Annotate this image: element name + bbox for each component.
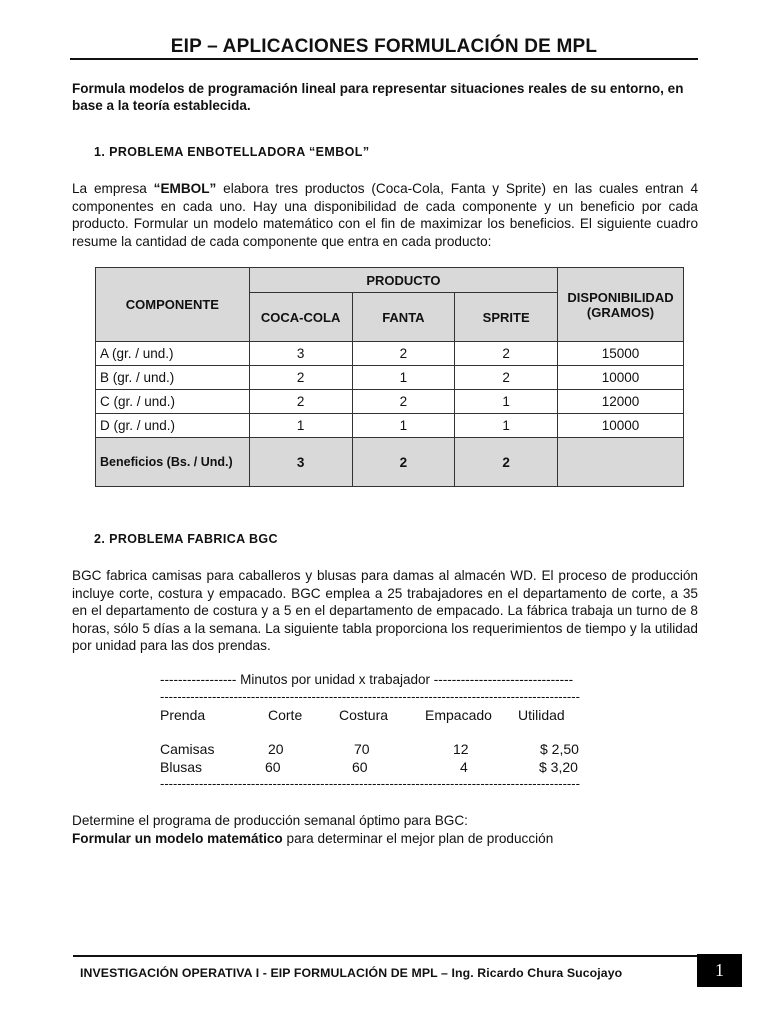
cell: 2 <box>352 438 455 487</box>
cell: 2 <box>249 366 352 390</box>
cell: 2 <box>352 390 455 414</box>
embol-table <box>95 267 684 487</box>
formular-rest: para determinar el mejor plan de producción <box>282 831 554 846</box>
row-utilidad: $ 2,50 <box>540 741 579 757</box>
table-row <box>96 342 684 366</box>
cell <box>558 438 684 487</box>
cell: 2 <box>352 342 455 366</box>
cell: 10000 <box>558 366 684 390</box>
cell: 10000 <box>558 414 684 438</box>
row-label: B (gr. / und.) <box>96 366 250 390</box>
row-label: D (gr. / und.) <box>96 414 250 438</box>
cell: 2 <box>455 366 558 390</box>
section2-paragraph: BGC fabrica camisas para caballeros y blusas para damas al almacén WD. El proceso de producción incluye corte, costura y empacado. BGC emplea a 25 trabajadores en el departamento de corte, a 35 en el departamento de costura y a 5 en el departamento de empacado. La fábrica trabaja un turno de 8 horas, sólo 5 días a la semana. La siguiente tabla proporciona los requerimientos de tiempo y la utilidad por unidad para las dos prendas. <box>72 568 698 653</box>
title-underline <box>70 58 698 60</box>
formular-bold: Formular un modelo matemático <box>72 831 283 846</box>
table-row <box>96 366 684 390</box>
benefit-label: Beneficios (Bs. / Und.) <box>96 438 250 487</box>
cell: 3 <box>249 342 352 366</box>
col-empacado: Empacado <box>425 707 492 723</box>
row-label: C (gr. / und.) <box>96 390 250 414</box>
cell: 15000 <box>558 342 684 366</box>
cell: 1 <box>455 414 558 438</box>
row-prenda: Blusas <box>160 759 203 775</box>
row-utilidad: $ 3,20 <box>539 759 578 775</box>
row-costura: 60 <box>352 759 368 775</box>
h-sprite: SPRITE <box>455 293 558 342</box>
s1-para-bold: “EMBOL” <box>153 181 217 196</box>
footer-rule <box>73 955 701 957</box>
page-title: EIP – APLICACIONES FORMULACIÓN DE MPL <box>170 36 598 57</box>
row-corte: 60 <box>265 759 281 775</box>
cell: 3 <box>249 438 352 487</box>
determine-text: Determine el programa de producción semanal óptimo para BGC: <box>72 813 468 828</box>
dash-line-top: ------------------------------------------------------------------------------------------------- <box>160 689 580 704</box>
row-corte: 20 <box>268 741 284 757</box>
cell: 1 <box>352 414 455 438</box>
cell: 1 <box>249 414 352 438</box>
cell: 12000 <box>558 390 684 414</box>
row-label: A (gr. / und.) <box>96 342 250 366</box>
section1-paragraph <box>72 180 698 250</box>
row-prenda: Camisas <box>160 741 215 757</box>
s1-para-rest: elabora tres productos (Coca-Cola, Fanta y Sprite) en las cuales entran 4 componentes en cada uno. Hay una disponibilidad de cada componente y un beneficio por cada producto. Formular un modelo matemático con el fin de maximizar los beneficios. El siguiente cuadro resume la cantidad de cada componente que entra en cada producto: <box>72 181 699 249</box>
h-disponibilidad: DISPONIBILIDAD (GRAMOS) <box>558 268 684 342</box>
col-costura: Costura <box>339 707 389 723</box>
col-corte: Corte <box>268 707 303 723</box>
s1-para-prefix: La empresa <box>72 181 154 196</box>
col-prenda: Prenda <box>160 707 206 723</box>
h-coca: COCA-COLA <box>249 293 352 342</box>
footer-text: INVESTIGACIÓN OPERATIVA I - EIP FORMULACIÓN DE MPL – Ing. Ricardo Chura Sucojayo <box>80 966 623 980</box>
formular-text <box>72 830 698 848</box>
h-componente: COMPONENTE <box>96 268 250 342</box>
row-empacado: 4 <box>460 759 468 775</box>
dash-line-bottom: ------------------------------------------------------------------------------------------------- <box>160 776 580 791</box>
h-fanta: FANTA <box>352 293 455 342</box>
cell: 1 <box>455 390 558 414</box>
cell: 2 <box>455 438 558 487</box>
cell: 2 <box>249 390 352 414</box>
row-empacado: 12 <box>453 741 469 757</box>
cell: 2 <box>455 342 558 366</box>
cell: 1 <box>352 366 455 390</box>
section2-heading: 2. PROBLEMA FABRICA BGC <box>94 532 278 546</box>
benefit-row <box>96 438 684 487</box>
table-row <box>96 414 684 438</box>
row-costura: 70 <box>354 741 370 757</box>
h-producto: PRODUCTO <box>249 268 557 293</box>
col-utilidad: Utilidad <box>518 707 565 723</box>
table-row <box>96 390 684 414</box>
section1-heading: 1. PROBLEMA ENBOTELLADORA “EMBOL” <box>94 145 370 159</box>
page-number: 1 <box>697 954 742 987</box>
intro-text: Formula modelos de programación lineal para representar situaciones reales de su entorno, en base a la teoría establecida. <box>72 81 684 113</box>
minutes-title: ----------------- Minutos por unidad x trabajador ------------------------------- <box>160 672 574 687</box>
